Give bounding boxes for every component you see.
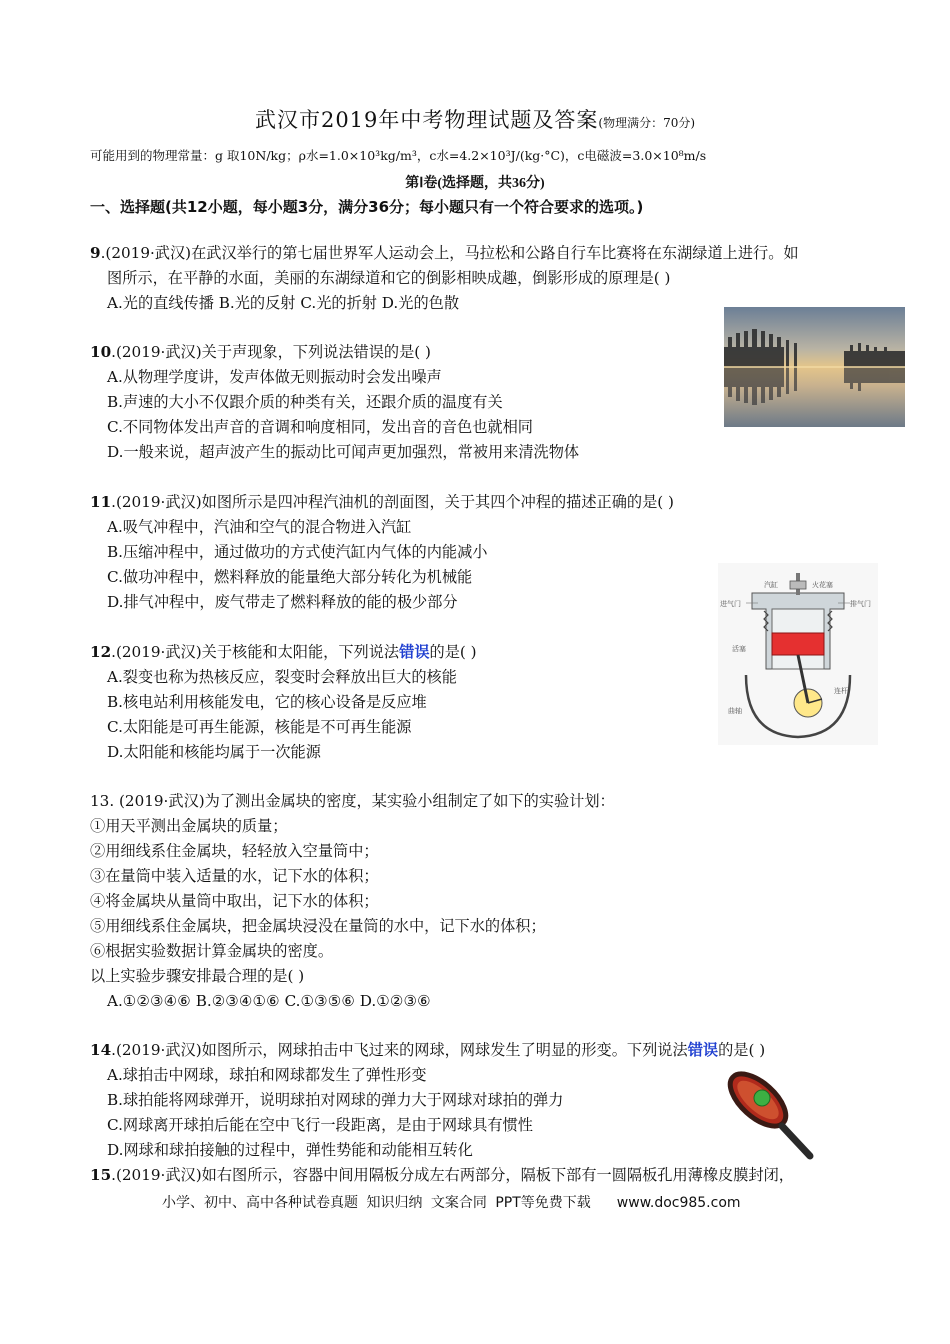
label-spark-plug: 火花塞 (812, 581, 833, 589)
question-stem: .(2019·武汉)关于声现象，下列说法错误的是( ) (111, 343, 431, 361)
footer-url[interactable]: www.doc985.com (616, 1195, 741, 1211)
question-12 (90, 640, 477, 765)
option-a: A.球拍击中网球，球拍和网球都发生了弹性形变 (107, 1066, 427, 1084)
lake-reflection-photo (724, 307, 905, 427)
question-ask: 以上实验步骤安排最合理的是( ) (90, 967, 305, 985)
question-options: A.光的直线传播 B.光的反射 C.光的折射 D.光的色散 (107, 294, 460, 312)
question-number: 14 (90, 1041, 112, 1059)
question-9 (90, 241, 799, 316)
option-a: A.裂变也称为热核反应，裂变时会释放出巨大的核能 (107, 668, 457, 686)
option-c: C.网球离开球拍后能在空中飞行一段距离，是由于网球具有惯性 (107, 1116, 533, 1134)
label-piston: 活塞 (732, 645, 746, 653)
question-number: 9 (90, 244, 101, 262)
page-footer (162, 1192, 741, 1212)
question-number: 10 (90, 343, 112, 361)
label-crankshaft: 曲轴 (728, 707, 742, 715)
option-b: B.压缩冲程中，通过做功的方式使汽缸内气体的内能减小 (107, 543, 488, 561)
option-a: A.从物理学度讲，发声体做无则振动时会发出噪声 (107, 368, 442, 386)
option-b: B.核电站利用核能发电，它的核心设备是反应堆 (107, 693, 427, 711)
step-1: ①用天平测出金属块的质量； (90, 817, 288, 835)
question-stem: .(2019·武汉)在武汉举行的第七届世界军人运动会上，马拉松和公路自行车比赛将在东湖绿道上进行。如 (100, 244, 799, 262)
emphasis-wrong: 错误 (687, 1041, 719, 1059)
tennis-racket-image (720, 1062, 820, 1162)
footer-text: 小学、初中、高中各种试卷真题 知识归纳 文案合同 PPT等免费下载 (162, 1195, 591, 1211)
question-stem-cont: 图所示，在平静的水面，美丽的东湖绿道和它的倒影相映成趣，倒影形成的原理是( ) (107, 269, 671, 287)
question-stem-end: 的是( ) (718, 1041, 766, 1059)
label-intake-valve: 进气门 (720, 600, 741, 608)
option-c: C.太阳能是可再生能源，核能是不可再生能源 (107, 718, 412, 736)
label-exhaust-valve: 排气门 (850, 600, 871, 608)
option-d: D.网球和球拍接触的过程中，弹性势能和动能相互转化 (107, 1141, 473, 1159)
question-stem-end: 的是( ) (429, 643, 477, 661)
volume-heading: 第Ⅰ卷(选择题，共36分) (405, 176, 545, 191)
page-title (0, 104, 950, 134)
question-15 (90, 1163, 794, 1188)
option-c: C.不同物体发出声音的音调和响度相同，发出音的音色也就相同 (107, 418, 533, 436)
question-number: 12 (90, 643, 112, 661)
question-stem: 13. (2019·武汉)为了测出金属块的密度，某实验小组制定了如下的实验计划： (90, 792, 615, 810)
option-c: C.做功冲程中，燃料释放的能量绝大部分转化为机械能 (107, 568, 473, 586)
question-options: A.①②③④⑥ B.②③④①⑥ C.①③⑤⑥ D.①②③⑥ (107, 992, 431, 1010)
step-4: ④将金属块从量筒中取出，记下水的体积； (90, 892, 379, 910)
question-13 (90, 789, 615, 1014)
step-5: ⑤用细线系住金属块，把金属块浸没在量筒的水中，记下水的体积； (90, 917, 546, 935)
section-heading: 一、选择题(共12小题，每小题3分，满分36分；每小题只有一个符合要求的选项。) (90, 198, 644, 216)
title-main: 武汉市2019年中考物理试题及答案 (254, 108, 599, 132)
option-b: B.球拍能将网球弹开，说明球拍对网球的弹力大于网球对球拍的弹力 (107, 1091, 564, 1109)
question-stem: .(2019·武汉)如图所示是四冲程汽油机的剖面图，关于其四个冲程的描述正确的是( ) (111, 493, 674, 511)
step-2: ②用细线系住金属块，轻轻放入空量筒中； (90, 842, 379, 860)
question-stem: .(2019·武汉)如图所示，网球拍击中飞过来的网球，网球发生了明显的形变。下列说法 (111, 1041, 688, 1059)
step-6: ⑥根据实验数据计算金属块的密度。 (90, 942, 333, 960)
question-14 (90, 1038, 765, 1163)
label-connecting-rod: 连杆 (834, 687, 848, 695)
engine-diagram (718, 563, 878, 745)
question-number: 11 (90, 493, 112, 511)
option-d: D.一般来说，超声波产生的振动比可闻声更加强烈，常被用来清洗物体 (107, 443, 580, 461)
option-b: B.声速的大小不仅跟介质的种类有关，还跟介质的温度有关 (107, 393, 503, 411)
title-note: (物理满分：70分) (598, 116, 696, 130)
question-stem: .(2019·武汉)关于核能和太阳能，下列说法 (111, 643, 400, 661)
question-stem: .(2019·武汉)如右图所示，容器中间用隔板分成左右两部分，隔板下部有一圆隔板孔用薄橡皮膜封闭， (111, 1166, 794, 1184)
option-d: D.排气冲程中，废气带走了燃料释放的能的极少部分 (107, 593, 458, 611)
question-11 (90, 490, 674, 615)
option-a: A.吸气冲程中，汽油和空气的混合物进入汽缸 (107, 518, 412, 536)
label-cylinder: 汽缸 (764, 581, 778, 589)
step-3: ③在量筒中装入适量的水，记下水的体积； (90, 867, 379, 885)
physical-constants: 可能用到的物理常量：g 取10N/kg；ρ水=1.0×10³kg/m³，c水=4.2×10³J/(kg·°C)，c电磁波=3.0×10⁸m/s (90, 148, 707, 163)
question-10 (90, 340, 579, 465)
question-number: 15 (90, 1166, 112, 1184)
emphasis-wrong: 错误 (399, 643, 430, 661)
option-d: D.太阳能和核能均属于一次能源 (107, 743, 321, 761)
